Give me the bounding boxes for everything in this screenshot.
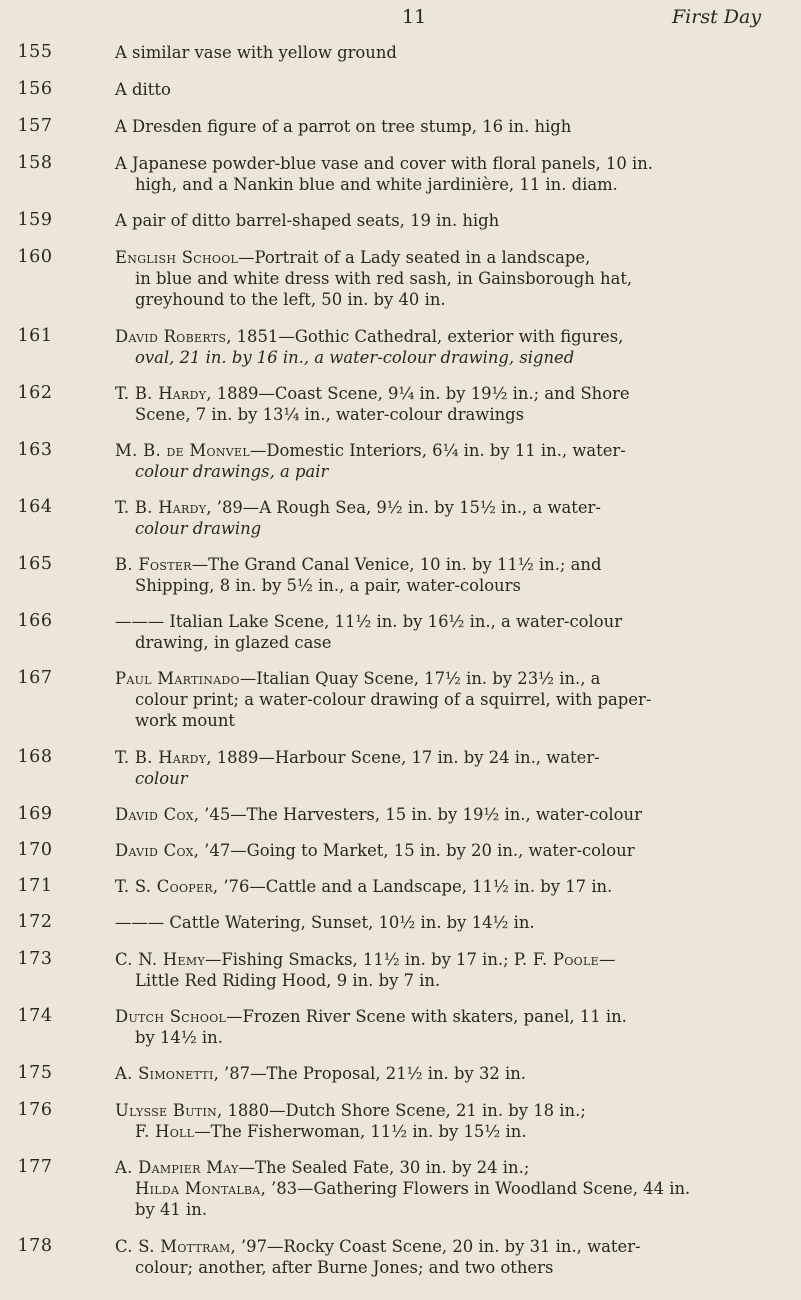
lot-number: 155 [17, 42, 53, 62]
artist-name: David Roberts [115, 327, 227, 346]
artist-name: A. Simonetti [115, 1064, 214, 1083]
lot-number: 176 [17, 1100, 53, 1120]
lot-number: 161 [17, 326, 53, 346]
page-number: 11 [402, 6, 427, 28]
artist-name: P. F. Poole [513, 950, 599, 969]
ditto-dash: ——— [115, 612, 165, 631]
lot-number: 172 [17, 912, 53, 932]
lot-description: T. B. Hardy, ’89—A Rough Sea, 9½ in. by 15½ in., a water- colour drawing [115, 498, 601, 538]
lot-number: 174 [17, 1006, 53, 1026]
artist-name: B. Foster [115, 555, 192, 574]
lot-description: Paul Martinado—Italian Quay Scene, 17½ in. by 23½ in., a colour print; a water-colour drawing of a squirrel, with paper- work mount [115, 669, 652, 730]
artist-name: David Cox [115, 805, 194, 824]
lot-description: A. Dampier May—The Sealed Fate, 30 in. by 24 in.; Hilda Montalba, ’83—Gathering Flowers in Woodland Scene, 44 in. by 41 in. [115, 1158, 691, 1219]
artist-name: T. S. Cooper [115, 877, 213, 896]
lot-description: A pair of ditto barrel-shaped seats, 19 in. high [115, 211, 500, 230]
lot-description: B. Foster—The Grand Canal Venice, 10 in. by 11½ in.; and Shipping, 8 in. by 5½ in., a pair, water-colours [115, 555, 602, 595]
artist-name: T. B. Hardy [115, 384, 207, 403]
lot-description: A similar vase with yellow ground [115, 43, 397, 62]
lot-description: A. Simonetti, ’87—The Proposal, 21½ in. by 32 in. [115, 1064, 527, 1083]
artist-name: C. S. Mottram [115, 1237, 231, 1256]
lot-number: 169 [17, 804, 53, 824]
artist-name: Dutch School [115, 1007, 227, 1026]
lot-number: 160 [17, 247, 53, 267]
lot-number: 168 [17, 747, 53, 767]
artist-name: Paul Martinado [115, 669, 240, 688]
artist-name: F. Holl [135, 1122, 195, 1141]
lot-number: 158 [17, 153, 53, 173]
lot-description: T. B. Hardy, 1889—Coast Scene, 9¼ in. by 19½ in.; and Shore Scene, 7 in. by 13¼ in., water-colour drawings [115, 384, 630, 424]
lot-description: M. B. de Monvel—Domestic Interiors, 6¼ in. by 11 in., water- colour drawings, a pair [115, 441, 626, 481]
lot-description: A ditto [115, 80, 171, 99]
lot-number: 178 [17, 1236, 53, 1256]
lot-description: C. S. Mottram, ’97—Rocky Coast Scene, 20 in. by 31 in., water- colour; another, after Burne Jones; and two others [115, 1237, 641, 1277]
lot-description: ——— Cattle Watering, Sunset, 10½ in. by 14½ in. [115, 913, 535, 932]
artist-name: A. Dampier May [115, 1158, 239, 1177]
lot-description: David Cox, ’45—The Harvesters, 15 in. by 19½ in., water-colour [115, 805, 642, 824]
lot-description: T. B. Hardy, 1889—Harbour Scene, 17 in. by 24 in., water- colour [115, 748, 600, 788]
artist-name: T. B. Hardy [115, 498, 207, 517]
lot-description: A Dresden figure of a parrot on tree stump, 16 in. high [115, 117, 572, 136]
lot-number: 166 [17, 611, 53, 631]
lot-description: English School—Portrait of a Lady seated in a landscape, in blue and white dress with red sash, in Gainsborough hat, greyhound to the left, 50 in. by 40 in. [115, 248, 633, 309]
artist-name: Ulysse Butin [115, 1101, 218, 1120]
artist-name: M. B. de Monvel [115, 441, 250, 460]
lot-number: 170 [17, 840, 53, 860]
artist-name: English School [115, 248, 239, 267]
lot-description: David Roberts, 1851—Gothic Cathedral, exterior with figures, oval, 21 in. by 16 in., a water-colour drawing, signed [115, 327, 624, 367]
lot-number: 177 [17, 1157, 53, 1177]
lot-description: ——— Italian Lake Scene, 11½ in. by 16½ in., a water-colour drawing, in glazed case [115, 612, 623, 652]
page-header [0, 4, 801, 34]
lot-description: David Cox, ’47—Going to Market, 15 in. by 20 in., water-colour [115, 841, 635, 860]
artist-name: Hilda Montalba [135, 1179, 261, 1198]
artist-name: C. N. Hemy [115, 950, 205, 969]
lot-number: 159 [17, 210, 53, 230]
lot-description: A Japanese powder-blue vase and cover with floral panels, 10 in. high, and a Nankin blue and white jardinière, 11 in. diam. [115, 154, 653, 194]
lot-description: C. N. Hemy—Fishing Smacks, 11½ in. by 17 in.; P. F. Poole— Little Red Riding Hood, 9 in. by 7 in. [115, 950, 616, 990]
lot-number: 165 [17, 554, 53, 574]
lot-description: Ulysse Butin, 1880—Dutch Shore Scene, 21 in. by 18 in.; F. Holl—The Fisherwoman, 11½ in. by 15½ in. [115, 1101, 586, 1141]
lot-number: 175 [17, 1063, 53, 1083]
lot-number: 156 [17, 79, 53, 99]
lot-number: 173 [17, 949, 53, 969]
artist-name: T. B. Hardy [115, 748, 207, 767]
lot-number: 157 [17, 116, 53, 136]
lot-description: T. S. Cooper, ’76—Cattle and a Landscape, 11½ in. by 17 in. [115, 877, 613, 896]
lot-number: 171 [17, 876, 53, 896]
lot-number: 164 [17, 497, 53, 517]
lot-description: Dutch School—Frozen River Scene with skaters, panel, 11 in. by 14½ in. [115, 1007, 627, 1047]
running-head: First Day [672, 6, 762, 28]
lot-number: 167 [17, 668, 53, 688]
artist-name: David Cox [115, 841, 194, 860]
ditto-dash: ——— [115, 913, 165, 932]
lot-number: 163 [17, 440, 53, 460]
lot-number: 162 [17, 383, 53, 403]
